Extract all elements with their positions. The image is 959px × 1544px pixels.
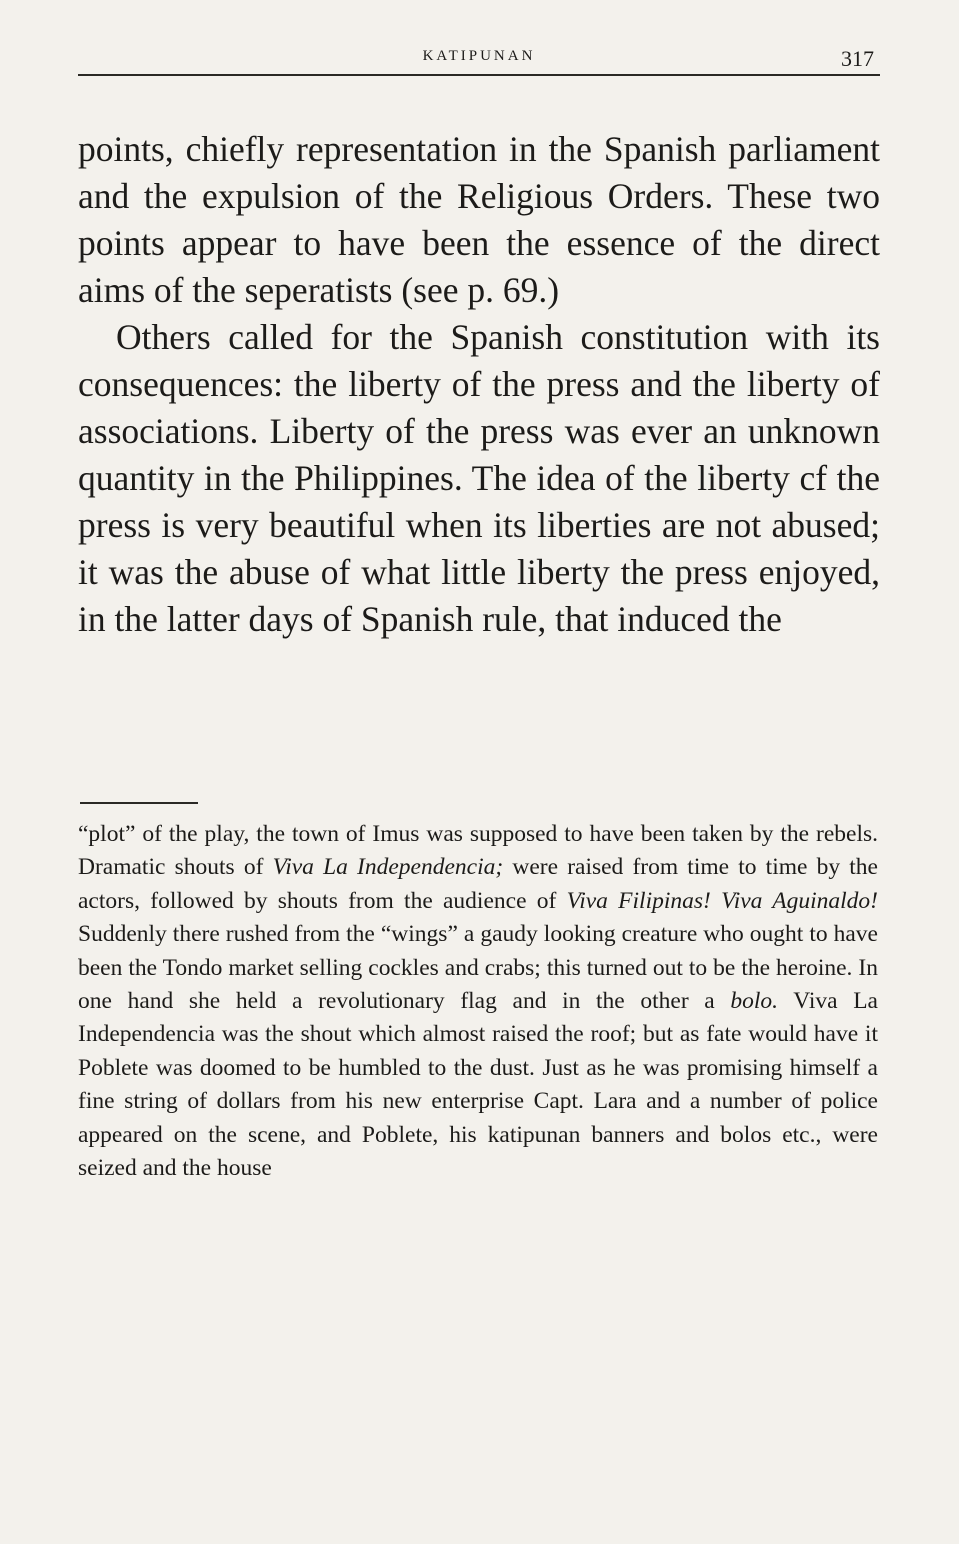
footnote (78, 818, 878, 1185)
footnote-text-4: Viva La Independencia was the shout which almost raised the roof; but as fate would have it Poblete was doomed to be humbled to the dust. Just as he was promising himself a fine string of dollars from his new enterprise Capt. Lara and a number of police appeared on the scene, and Poblete, his katipunan banners and bolos etc., were seized and the house (78, 988, 878, 1182)
page-number: 317 (841, 46, 874, 71)
footnote-italic-2: Viva Filipinas! Viva Aguinaldo! (566, 887, 878, 914)
footnote-text-2: were raised from time to time by the actors, followed by shouts from the audience of (78, 854, 878, 914)
footnote-text-3: Suddenly there rushed from the “wings” a gaudy looking creature who ought to have been the Tondo market selling cockles and crabs; this turned out to be the heroine. In one hand she held a revolutionary flag and in the other a (78, 921, 878, 1015)
footnote-rule (80, 802, 198, 804)
main-text (78, 126, 880, 643)
footnote-italic-1: Viva La Independencia; (272, 854, 504, 881)
paragraph-continued: points, chiefly representation in the Spanish parliament and the expulsion of the Religious Orders. These two points appear to have been the essence of the direct aims of the seperatists (see p. 69.) (78, 129, 880, 310)
footnote-text-1: “plot” of the play, the town of Imus was supposed to have been taken by the rebels. Dramatic shouts of (78, 821, 878, 881)
header-rule (78, 74, 880, 76)
footnote-paragraph (78, 818, 878, 1185)
paragraph-others: Others called for the Spanish constitution with its consequences: the liberty of the press and the liberty of associations. Liberty of the press was ever an unknown quantity in the Philippines. The idea of the liberty cf the press is very beautiful when its liberties are not abused; it was the abuse of what little liberty the press enjoyed, in the latter days of Spanish rule, that induced the (78, 317, 880, 639)
running-title: KATIPUNAN (422, 48, 536, 64)
page-header (78, 44, 880, 94)
footnote-italic-3: bolo. (730, 988, 779, 1015)
